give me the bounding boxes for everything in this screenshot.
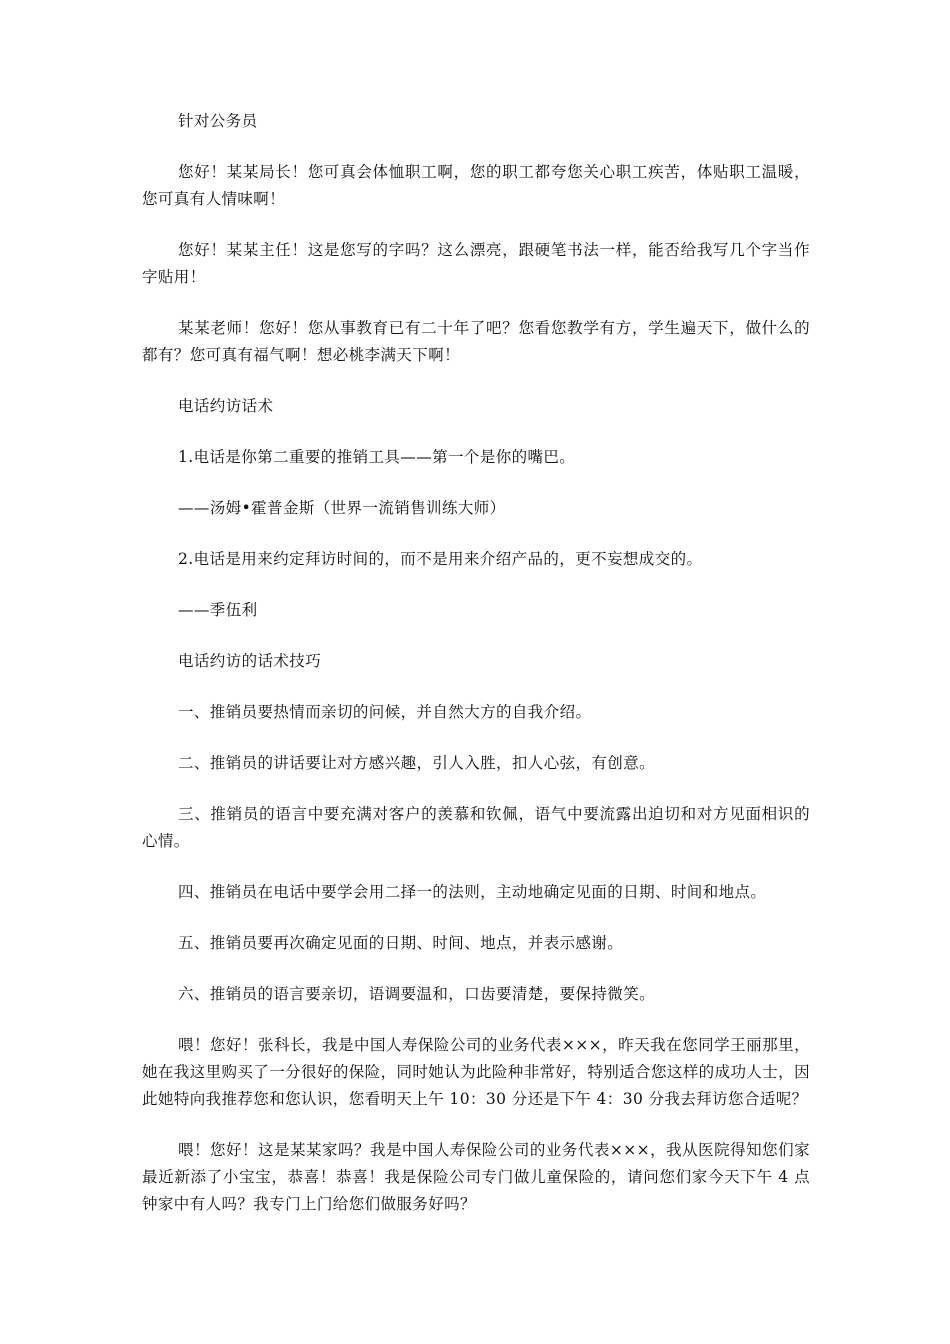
- document-page: [142, 108, 810, 1242]
- section-heading: 电话约访话术: [178, 397, 274, 415]
- paragraph: 您好！某某主任！这是您写的字吗？这么漂亮，跟硬笔书法一样，能否给我写几个字当作字贴用！: [142, 241, 810, 286]
- section-heading: 针对公务员: [178, 112, 258, 130]
- quote: 1.电话是你第二重要的推销工具——第一个是你的嘴巴。: [178, 448, 576, 466]
- quote: 2.电话是用来约定拜访时间的，而不是用来介绍产品的，更不妄想成交的。: [178, 550, 703, 568]
- list-item: 六、推销员的语言要亲切，语调要温和，口齿要清楚，要保持微笑。: [178, 985, 656, 1003]
- paragraph: 您好！某某局长！您可真会体恤职工啊，您的职工都夸您关心职工疾苦，体贴职工温暖，您可真有人情味啊！: [142, 163, 810, 208]
- section-heading: 电话约访的话术技巧: [178, 652, 322, 670]
- list-item: 一、推销员要热情而亲切的问候，并自然大方的自我介绍。: [178, 703, 592, 721]
- script-example: 喂！您好！张科长，我是中国人寿保险公司的业务代表×××，昨天我在您同学王丽那里，她在我这里购买了一分很好的保险，同时她认为此险种非常好，特别适合您这样的成功人士，因此她特向我推荐您和您认识，您看明天上午 10：30 分还是下午 4：30 分我去拜访您合适呢？: [142, 1036, 810, 1108]
- list-item: 四、推销员在电话中要学会用二择一的法则，主动地确定见面的日期、时间和地点。: [178, 883, 767, 901]
- paragraph: 某某老师！您好！您从事教育已有二十年了吧？您看您教学有方，学生遍天下，做什么的都有？您可真有福气啊！想必桃李满天下啊！: [142, 319, 810, 364]
- quote-attribution: ——汤姆•霍普金斯（世界一流销售训练大师）: [178, 499, 506, 517]
- script-example: 喂！您好！这是某某家吗？我是中国人寿保险公司的业务代表×××，我从医院得知您们家最近新添了小宝宝，恭喜！恭喜！我是保险公司专门做儿童保险的，请问您们家今天下午 4 点钟家中有人吗？我专门上门给您们做服务好吗？: [142, 1141, 810, 1213]
- list-item: 三、推销员的语言中要充满对客户的羡慕和钦佩，语气中要流露出迫切和对方见面相识的心情。: [142, 805, 810, 850]
- list-item: 二、推销员的讲话要让对方感兴趣，引人入胜，扣人心弦，有创意。: [178, 754, 656, 772]
- list-item: 五、推销员要再次确定见面的日期、时间、地点，并表示感谢。: [178, 934, 624, 952]
- quote-attribution: ——季伍利: [178, 601, 258, 619]
